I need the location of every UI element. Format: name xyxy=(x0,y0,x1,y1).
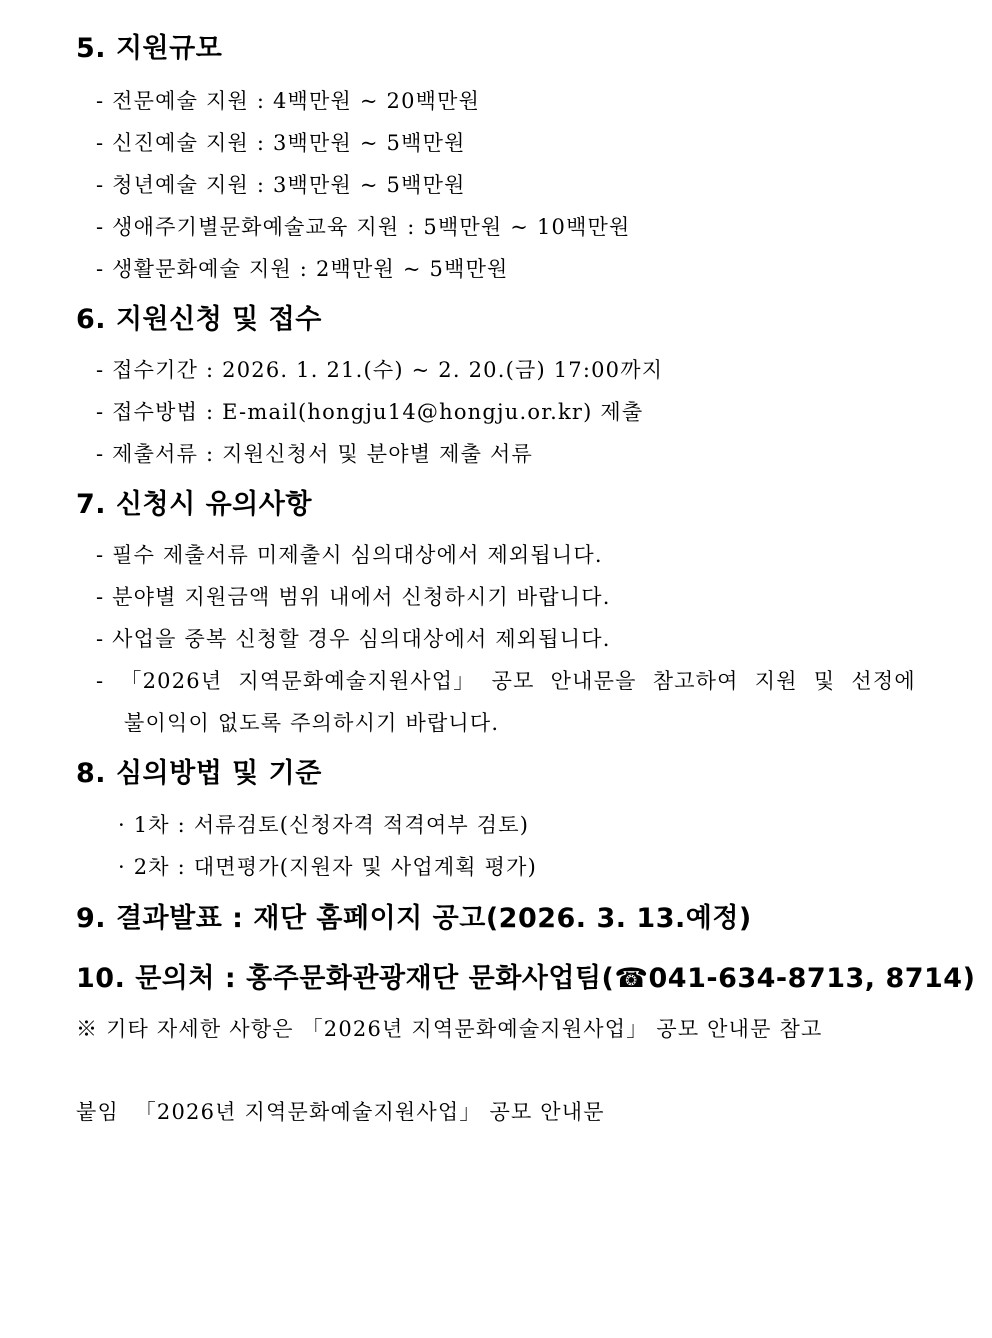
word: - xyxy=(96,669,105,693)
list-item: · 2차 : 대면평가(지원자 및 사업계획 평가) xyxy=(118,855,538,879)
word: 공모 xyxy=(491,669,535,693)
word: 안내문을 xyxy=(550,669,637,693)
list-item: - 전문예술 지원 : 4백만원 ~ 20백만원 xyxy=(96,89,481,113)
list-item: - 청년예술 지원 : 3백만원 ~ 5백만원 xyxy=(96,173,466,197)
section-8-heading: 8. 심의방법 및 기준 xyxy=(76,758,322,789)
list-item: - 제출서류 : 지원신청서 및 분야별 제출 서류 xyxy=(96,442,533,466)
word: 지원 xyxy=(754,669,798,693)
word: 지역문화예술지원사업」 xyxy=(238,669,476,693)
list-item: - 사업을 중복 신청할 경우 심의대상에서 제외됩니다. xyxy=(96,627,611,651)
section-10-heading: 10. 문의처 : 홍주문화관광재단 문화사업팀(☎041-634-8713, 8714) xyxy=(76,963,976,994)
word: 선정에 xyxy=(851,669,916,693)
word: 참고하여 xyxy=(652,669,739,693)
section-7-heading: 7. 신청시 유의사항 xyxy=(76,489,312,520)
section-6-heading: 6. 지원신청 및 접수 xyxy=(76,304,322,335)
word: 「2026년 xyxy=(120,669,223,693)
list-item: · 1차 : 서류검토(신청자격 적격여부 검토) xyxy=(118,813,530,837)
list-item: - 필수 제출서류 미제출시 심의대상에서 제외됩니다. xyxy=(96,543,603,567)
list-item-continuation: 불이익이 없도록 주의하시기 바랍니다. xyxy=(124,711,500,735)
word: 및 xyxy=(813,669,836,693)
list-item: - 생애주기별문화예술교육 지원 : 5백만원 ~ 10백만원 xyxy=(96,215,631,239)
attachment-text: 붙임 「2026년 지역문화예술지원사업」 공모 안내문 xyxy=(76,1100,605,1124)
list-item: - 접수기간 : 2026. 1. 21.(수) ~ 2. 20.(금) 17:00까지 xyxy=(96,358,664,382)
list-item: - 분야별 지원금액 범위 내에서 신청하시기 바랍니다. xyxy=(96,585,611,609)
list-item-justified xyxy=(96,667,916,695)
list-item: - 접수방법 : E-mail(hongju14@hongju.or.kr) 제출 xyxy=(96,400,644,424)
section-5-heading: 5. 지원규모 xyxy=(76,33,223,64)
section-9-heading: 9. 결과발표 : 재단 홈페이지 공고(2026. 3. 13.예정) xyxy=(76,903,752,934)
list-item: - 생활문화예술 지원 : 2백만원 ~ 5백만원 xyxy=(96,257,509,281)
note-text: ※ 기타 자세한 사항은 「2026년 지역문화예술지원사업」 공모 안내문 참고 xyxy=(76,1017,823,1041)
list-item: - 신진예술 지원 : 3백만원 ~ 5백만원 xyxy=(96,131,466,155)
